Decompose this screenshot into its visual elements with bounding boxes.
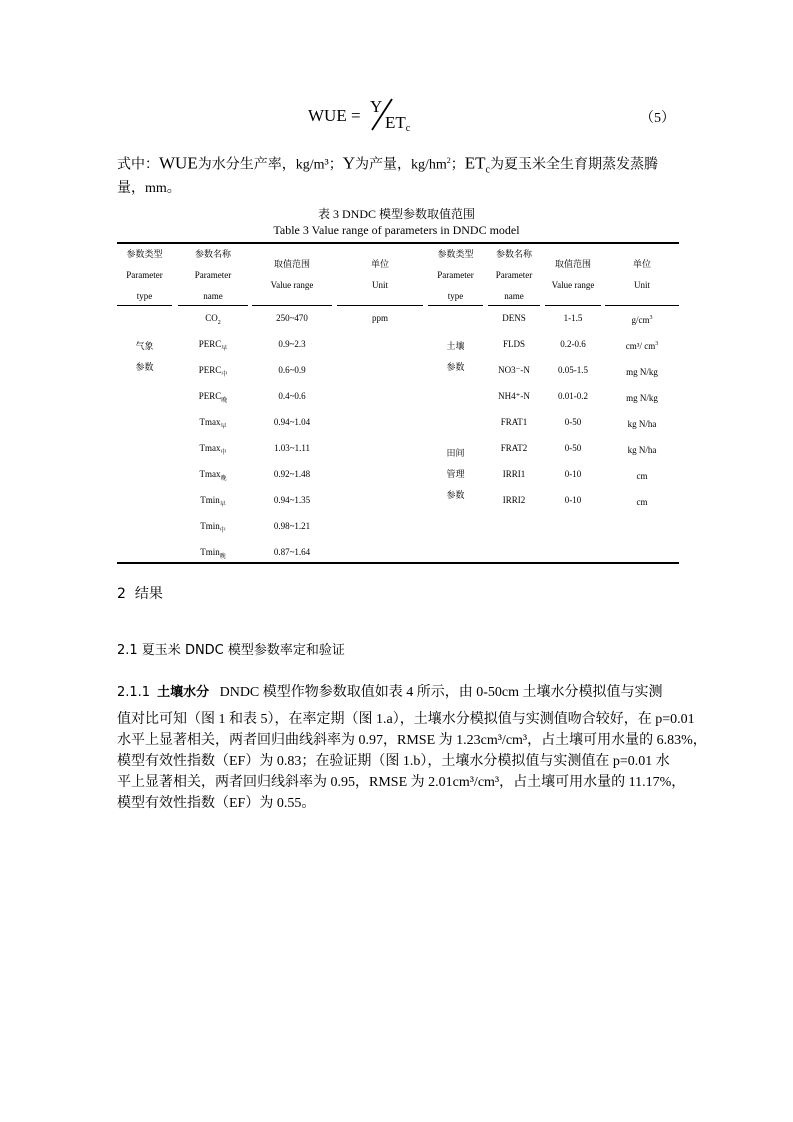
section-2-1-1-line-1: 2.1.1 土壤水分 DNDC 模型作物参数取值如表 4 所示，由 0-50cm 土壤水分模拟值与实测	[117, 685, 663, 700]
unit-cell: mg N/kg	[626, 367, 658, 377]
unit-cell: cm³/ $cm^3$	[625, 341, 659, 351]
param-name-cell: FRAT2	[500, 443, 528, 453]
param-name-cell: FRAT1	[500, 417, 528, 427]
param-name-cell: $PERC_早$	[198, 339, 228, 352]
param-name-cell: $CO_2$	[205, 313, 221, 326]
header-value-range-left: 取值范围 Value range	[270, 259, 314, 290]
value-range-cell: 0.05-1.5	[558, 365, 588, 375]
section-2-1-1-line-4: 模型有效性指数（EF）为 0.83；在验证期（图 1.b），土壤水分模拟值与实测值在 p=0.01 水	[117, 754, 670, 769]
equation-lhs: WUE =	[308, 106, 361, 125]
param-name-cell: FLDS	[502, 339, 525, 349]
param-name-cell: Tmax$_晚$	[199, 469, 227, 482]
value-range-cell: 250~470	[276, 313, 308, 323]
section-2-1-1-line-5: 平上显著相关，两者回归线斜率为 0.95，RMSE 为 2.01cm³/cm³，占土壤可用水量的 11.17%，	[117, 775, 686, 790]
param-name-cell: NO3⁻-N	[498, 365, 530, 375]
value-range-cell: 0-50	[564, 417, 582, 427]
section-2-heading: 2 结果	[117, 586, 163, 602]
value-range-cell: 0.01-0.2	[558, 391, 588, 401]
value-range-cell: 0.94~1.35	[273, 495, 311, 505]
value-range-cell: 0.94~1.04	[273, 417, 311, 427]
section-2-1-1-line-3: 水平上显著相关，两者回归曲线斜率为 0.97，RMSE 为 1.23cm³/cm³，占土壤可用水量的 6.83%，	[117, 733, 707, 748]
unit-cell: $g/cm^3$	[631, 315, 653, 325]
unit-cell: cm	[636, 497, 648, 507]
param-name-cell: Tmin$_早$	[200, 495, 226, 508]
section-2-1-1-line-2: 值对比可知（图 1 和表 5），在率定期（图 1.a），土壤水分模拟值与实测值吻合较好，在 p=0.01	[117, 712, 695, 727]
unit-cell: kg N/ha	[627, 445, 657, 455]
section-2-1-1-line-6: 模型有效性指数（EF）为 0.55。	[117, 796, 316, 811]
value-range-cell: 0.9~2.3	[278, 339, 306, 349]
unit-cell: cm	[636, 471, 648, 481]
param-name-cell: IRRI1	[502, 469, 526, 479]
definition-line-2: 量，mm。	[117, 181, 181, 196]
table-caption-cn: 表 3 DNDC 模型参数取值范围	[317, 207, 475, 221]
header-rule-segment	[545, 305, 601, 306]
header-unit-left: 单位 Unit	[370, 259, 389, 290]
header-rule-segment	[605, 305, 679, 306]
group-label-soil: 土壤 参数	[446, 341, 465, 372]
section-2-1-heading: 2.1 夏玉米 DNDC 模型参数率定和验证	[117, 643, 345, 658]
param-name-cell: NH4⁺-N	[498, 391, 530, 401]
param-name-cell: IRRI2	[502, 495, 526, 505]
value-range-cell: 1-1.5	[563, 313, 583, 323]
equation-5	[308, 96, 448, 138]
header-unit-right: 单位 Unit	[632, 259, 651, 290]
value-range-cell: 0-10	[564, 469, 582, 479]
header-param-name-left: 参数名称 Parameter name	[194, 249, 232, 301]
value-range-cell: 1.03~1.11	[273, 443, 311, 453]
equation-denominator: $ET_c$	[385, 113, 411, 134]
value-range-cell: 0.2-0.6	[560, 339, 586, 349]
table-caption-en: Table 3 Value range of parameters in DNDC model	[273, 223, 520, 237]
param-name-cell: Tmax$_早$	[199, 417, 227, 430]
value-range-cell: 0.4~0.6	[278, 391, 306, 401]
header-param-type-right: 参数类型 Parameter type	[437, 249, 474, 301]
group-label-field-management: 田间 管理 参数	[446, 448, 465, 500]
group-label-meteorology: 气象 参数	[135, 341, 154, 372]
value-range-cell: 0-10	[564, 495, 582, 505]
header-rule-segment	[252, 305, 332, 306]
value-range-cell: 0.6~0.9	[278, 365, 306, 375]
definition-line-1: 式中：WUE为水分生产率，kg/m³；Y为产量，$kg/hm^2$；$ET_c$为夏玉米全生育期蒸发蒸腾	[117, 153, 658, 176]
header-rule-segment	[337, 305, 423, 306]
header-value-range-right: 取值范围 Value range	[551, 259, 595, 290]
unit-cell: mg N/kg	[626, 393, 658, 403]
param-name-cell: $PERC_中$	[198, 365, 228, 378]
param-name-cell: Tmax$_中$	[199, 443, 227, 456]
unit-cell: ppm	[371, 313, 388, 323]
header-param-type-left: 参数类型 Parameter type	[126, 249, 163, 301]
equation-numerator: Y	[370, 97, 383, 116]
param-name-cell: $PERC_晚$	[198, 391, 228, 404]
value-range-cell: 0.92~1.48	[273, 469, 311, 479]
unit-cell: kg N/ha	[627, 419, 657, 429]
value-range-cell: 0.98~1.21	[273, 521, 311, 531]
value-range-cell: 0.87~1.64	[273, 547, 311, 557]
param-name-cell: Tmin$_晚$	[200, 547, 226, 560]
value-range-cell: 0-50	[564, 443, 582, 453]
equation-number: （5）	[640, 111, 675, 126]
param-name-cell: Tmin$_中$	[200, 521, 226, 534]
header-param-name-right: 参数名称 Parameter name	[495, 249, 533, 301]
param-name-cell: DENS	[502, 313, 526, 323]
